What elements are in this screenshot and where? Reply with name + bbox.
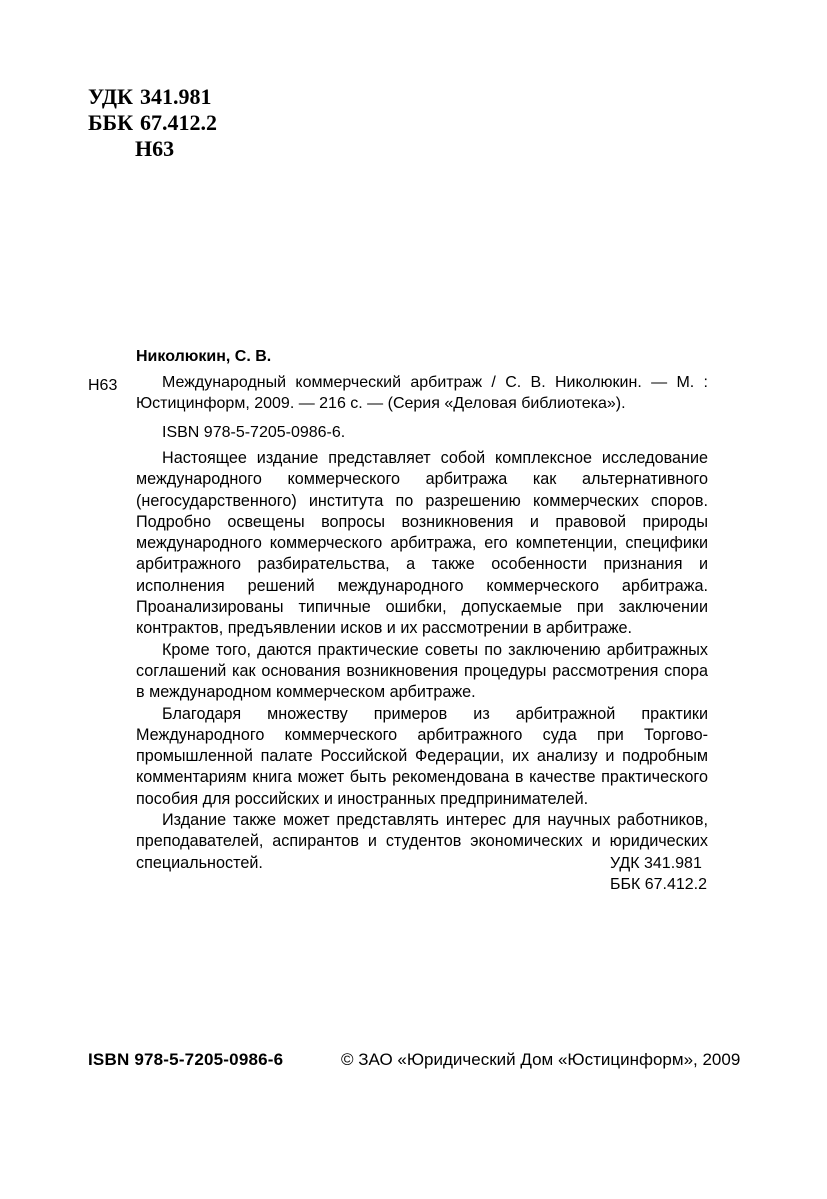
udk-value: 341.981 [140,84,212,109]
bbk-label: ББК [88,110,134,135]
udk-code-bottom: УДК 341.981 [609,855,702,872]
footer-isbn: ISBN 978-5-7205-0986-6 [88,1050,284,1069]
annotation-paragraph: Кроме того, даются практические советы по заключению арбитражных соглашений как основания возникновения процедуры рассмотрения спора в международном коммерческом арбитраже. [136,640,708,702]
annotation-paragraph: Издание также может представлять интерес для научных работников, преподавателей, аспирантов и студентов экономических и юридических специальностей. [136,811,708,872]
bbk-row [88,110,217,136]
classification-block [88,84,217,162]
isbn-line: ISBN 978-5-7205-0986-6. [162,424,346,441]
classification-codes-bottom [610,853,707,895]
cutter-code: Н63 [135,136,175,161]
udk-label: УДК [88,84,134,109]
bibliographic-record [136,372,708,443]
annotation-paragraph: Благодаря множеству примеров из арбитражной практики Международного коммерческого арбитражного суда при Торгово-промышленной палате Российской Федерации, их анализу и подробным комментариям книга может быть рекомендована в качестве практического пособия для российских и иностранных предпринимателей. [136,704,708,808]
copyright-notice: © ЗАО «Юридический Дом «Юстицинформ», 2009 [341,1050,741,1069]
bibliographic-description: Международный коммерческий арбитраж / С. В. Николюкин. — М. : Юстицинформ, 2009. — 216 с. — (Серия «Деловая библиотека»). [136,374,708,412]
annotation [136,448,708,874]
author-heading: Николюкин, С. В. [136,348,272,365]
udk-row [88,84,217,110]
bbk-value: 67.412.2 [140,110,217,135]
side-cutter-code: Н63 [88,377,118,394]
bbk-code-bottom: ББК 67.412.2 [609,876,707,893]
annotation-paragraph: Настоящее издание представляет собой комплексное исследование международного коммерческого арбитража как альтернативного (негосударственного) института по разрешению коммерческих споров. Подробно освещены вопросы возникновения и правовой природы международного коммерческого арбитража, его компетенции, специфики арбитражного разбирательства, а также особенности признания и исполнения решений международного коммерческого арбитража. Проанализированы типичные ошибки, допускаемые при заключении контрактов, предъявлении исков и их рассмотрении в арбитраже. [136,449,708,638]
